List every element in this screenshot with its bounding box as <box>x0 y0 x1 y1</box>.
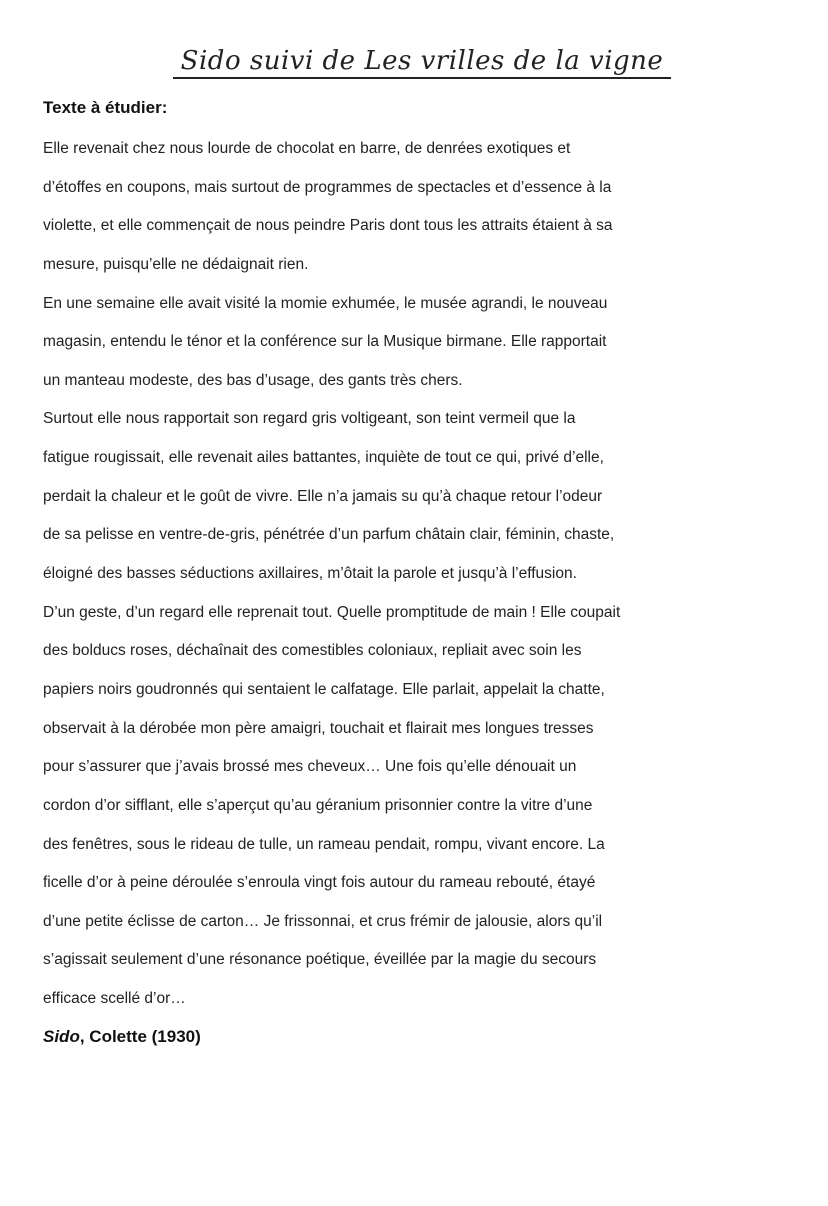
text-line: d’une petite éclisse de carton… Je frissonnai, et crus frémir de jalousie, alors qu’il <box>43 912 603 930</box>
text-line: un manteau modeste, des bas d’usage, des gants très chers. <box>43 371 463 389</box>
source-work-title: Sido <box>43 1027 80 1046</box>
text-line: pour s’assurer que j’avais brossé mes cheveux… Une fois qu’elle dénouait un <box>43 758 577 776</box>
text-line: perdait la chaleur et le goût de vivre. Elle n’a jamais su qu’à chaque retour l’odeur <box>43 487 603 505</box>
title-text: Sido suivi de Les vrilles de la vigne <box>173 46 672 79</box>
text-line: d’étoffes en coupons, mais surtout de programmes de spectacles et d’essence à la <box>43 178 612 196</box>
text-line: s’agissait seulement d’une résonance poétique, éveillée par la magie du secours <box>43 951 597 969</box>
text-line: magasin, entendu le ténor et la conférence sur la Musique birmane. Elle rapportait <box>43 333 607 351</box>
text-line: Surtout elle nous rapportait son regard gris voltigeant, son teint vermeil que la <box>43 410 576 428</box>
excerpt-text <box>43 130 683 1019</box>
source-citation <box>43 1027 201 1047</box>
text-line: Elle revenait chez nous lourde de chocolat en barre, de denrées exotiques et <box>43 140 571 157</box>
text-line: des bolducs roses, déchaînait des comestibles coloniaux, repliait avec soin les <box>43 642 582 660</box>
text-line: violette, et elle commençait de nous peindre Paris dont tous les attraits étaient à sa <box>43 217 613 235</box>
text-line: ficelle d’or à peine déroulée s’enroula vingt fois autour du rameau rebouté, étayé <box>43 874 596 892</box>
text-line: cordon d’or sifflant, elle s’aperçut qu’au géranium prisonnier contre la vitre d’une <box>43 796 593 814</box>
text-line: observait à la dérobée mon père amaigri, touchait et flairait mes longues tresses <box>43 719 594 737</box>
source-author-year: , Colette (1930) <box>79 1027 201 1046</box>
text-line: D’un geste, d’un regard elle reprenait tout. Quelle promptitude de main ! Elle coupait <box>43 603 621 621</box>
text-line: efficace scellé d’or… <box>43 990 186 1008</box>
section-heading: Texte à étudier: <box>43 98 168 117</box>
text-line: fatigue rougissait, elle revenait ailes battantes, inquiète de tout ce qui, privé d’elle, <box>43 449 604 467</box>
text-line: mesure, puisqu’elle ne dédaignait rien. <box>43 255 309 273</box>
text-line: des fenêtres, sous le rideau de tulle, un rameau pendait, rompu, vivant encore. La <box>43 835 605 853</box>
text-line: de sa pelisse en ventre-de-gris, pénétrée d’un parfum châtain clair, féminin, chaste, <box>43 526 615 544</box>
text-line: papiers noirs goudronnés qui sentaient le calfatage. Elle parlait, appelait la chatte, <box>43 680 605 698</box>
text-line: En une semaine elle avait visité la momie exhumée, le musée agrandi, le nouveau <box>43 294 608 312</box>
document-title <box>0 46 828 79</box>
text-line: éloigné des basses séductions axillaires, m’ôtait la parole et jusqu’à l’effusion. <box>43 565 577 583</box>
